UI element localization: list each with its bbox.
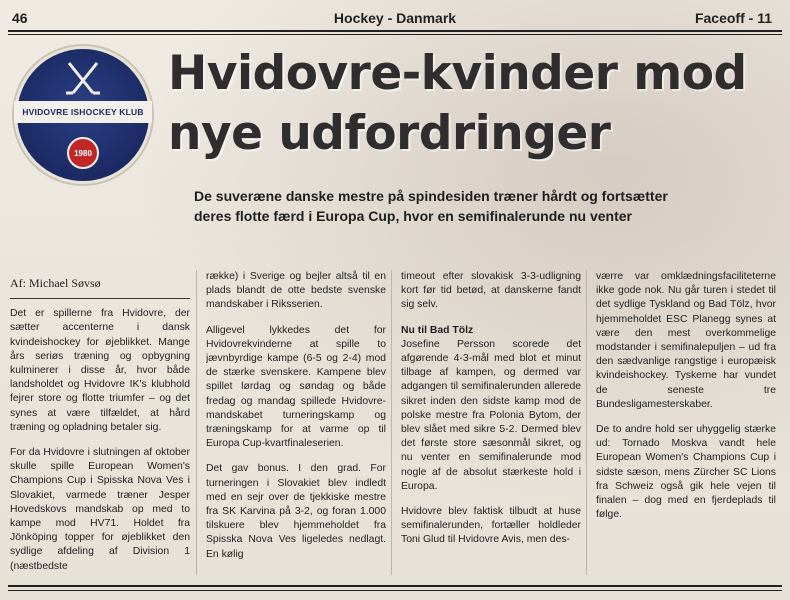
paragraph: For da Hvidovre i slutningen af oktober skulle spille European Women's Champions Cup i Spisska Nova Ves i Slovakiet, varmede træner Jesper Hovedskovs mandskab op med to kampe mod HV71. Holdet fra Jönköping topper for øjeblikket den sydlige afdeling af Division 1 (næstbedste <box>10 447 190 572</box>
subheading: Nu til Bad Tölz <box>401 324 474 336</box>
article-column-2 <box>206 270 386 580</box>
headline-line-1: Hvidovre-kvinder mod <box>168 46 747 101</box>
club-year: 1980 <box>67 137 99 169</box>
paragraph: Hvidovre blev faktisk tilbudt at huse semifinalerunden, fortæller holdleder Toni Glud til Hvidovre Avis, men des- <box>401 506 581 546</box>
column-divider <box>586 270 587 575</box>
club-logo <box>14 46 152 184</box>
footer-rule <box>8 585 782 587</box>
footer-rule-thin <box>8 590 782 591</box>
paragraph: række) i Sverige og bejler altså til en plads blandt de otte bedste svenske mandskaber i Riksserien. <box>206 271 386 311</box>
article-lead: De suveræne danske mestre på spindesiden træner hårdt og fortsætter deres flotte færd i Europa Cup, hvor en semifinalerunde nu venter <box>194 188 668 224</box>
header-rule-thin <box>8 34 782 35</box>
headline-line-2: nye udfordringer <box>168 106 611 161</box>
column-divider <box>196 270 197 575</box>
section-title: Hockey - Danmark <box>333 10 457 26</box>
paragraph: Josefine Persson scorede det afgørende 4-3-mål med blot et minut tilbage af kampen, og dermed var adgangen til semifinalerunden allerede sikret inden den sidste kamp mod de polske mestre fra Polonia Bytom, der blev slået med sikre 5-2. Dermed blev det første store sæsonmål sikret, og nu venter en semifinalerunde mod nogle af de absolut stærkeste hold i Europa. <box>401 338 581 492</box>
page-number: 46 <box>12 10 28 26</box>
article-column-4 <box>596 270 776 580</box>
club-name: HVIDOVRE ISHOCKEY KLUB <box>22 107 144 117</box>
publication-label: Faceoff - 11 <box>694 10 772 26</box>
page-header <box>0 10 790 30</box>
byline: Af: Michael Søvsø <box>10 276 101 290</box>
logo-band <box>14 101 152 123</box>
hockey-sticks-icon <box>63 61 103 99</box>
byline-rule <box>10 298 190 299</box>
paragraph: Det gav bonus. I den grad. For turneringen i Slovakiet blev indledt med en sejr over de tjekkiske mestre fra SK Karvina på 3-2, og foran 1.000 tilskuere blev hjemmeholdet fra Spisska Nova Ves ligeledes nedlagt. En kølig <box>206 463 386 560</box>
header-rule <box>8 30 782 32</box>
paragraph: værre var omklædningsfaciliteterne ikke gode nok. Nu går turen i stedet til det sydlige Tyskland og Bad Tölz, hvor hjemmeholdet ESC Planegg synes at være den mest overkommelige modstander i semifinalepuljen – ud fra den sædvanlige rangstige i europæisk kvindeishockey. Tyskerne har vundet de seneste tre Bundesligamesterskaber. <box>596 271 776 410</box>
paragraph: Det er spillerne fra Hvidovre, der sætter accenterne i dansk kvindeishockey for øjeblikket. Mange års seriøs træning og opbygning kulminerer i disse år, hvor både landsholdet og Hvidovre IK's klubhold fejrer store og flotte triumfer – og det synes at være tilfældet, at hård træning og opladning betaler sig. <box>10 308 190 433</box>
paragraph: De to andre hold ser uhyggelig stærke ud: Tornado Moskva vandt hele European Women's Champions Cup i sidste sæson, mens Zürcher SC Lions fra Schweiz også gik hele vejen til finalen – dog med en fjerdeplads til følge. <box>596 424 776 521</box>
paragraph: Alligevel lykkedes det for Hvidovrekvinderne at spille to jævnbyrdige kampe (6-5 og 2-4) mod de stærke svenskere. Kampene blev spillet lørdag og søndag og både fredag og mandag spillede Hvidovre-mandskabet turneringskamp og træningskamp for at varme op til Europa Cup-kvartfinaleserien. <box>206 324 386 450</box>
article-column-1 <box>10 270 190 580</box>
article-headline <box>168 44 768 164</box>
paragraph: timeout efter slovakisk 3-3-udligning kort før tid betød, at danskerne fandt sig selv. <box>401 271 581 311</box>
article-column-3 <box>401 270 581 580</box>
column-divider <box>391 270 392 575</box>
